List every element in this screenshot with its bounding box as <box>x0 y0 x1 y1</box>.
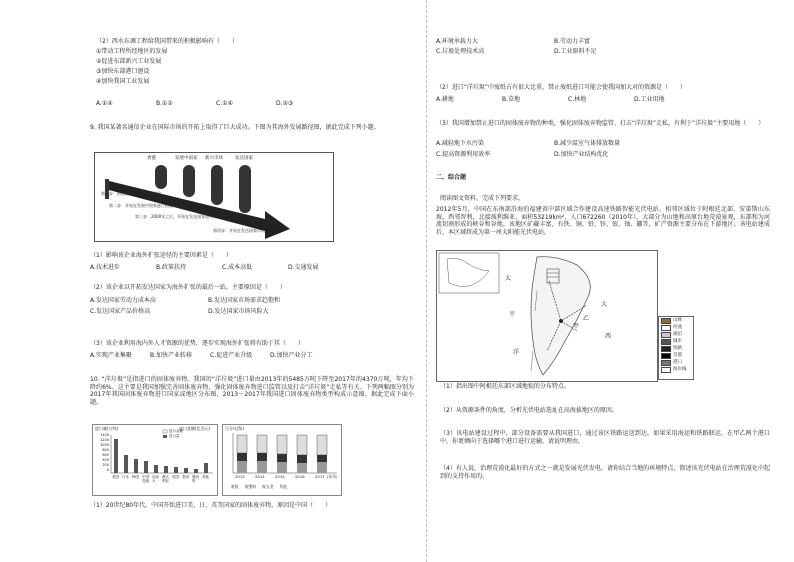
chart2-year: 2017 <box>315 474 325 479</box>
chart1-ytick: 1000 <box>100 443 109 447</box>
q10-1-stem: （1）20世纪80年代，中国开始进口美、日、英等国家的固体废弃物，原因是中国（ ） <box>90 502 332 509</box>
chart1-category: 日本 <box>122 475 129 479</box>
chart1-ytick: 800 <box>102 448 109 452</box>
chart2-year: 2016 <box>295 474 305 479</box>
q9-2-option-d[interactable]: D.发达国家市场风险大 <box>208 308 269 315</box>
q9-3-stem: （3）该企业利用海内外人才资源的优势，逐步实现海外扩张将有助于其（ ） <box>90 340 304 347</box>
q8-stem: （2）西水东调工程给我国带来的积极影响有（ ） <box>96 38 238 45</box>
q10-1-option-a[interactable]: A.环境承载力大 <box>436 38 478 45</box>
q9-3-option-b[interactable]: B.加快产业转移 <box>150 352 193 359</box>
q10-2-option-a[interactable]: A.耕地 <box>436 96 454 103</box>
chart2-year: 2015 <box>275 474 285 479</box>
chart1-legend-amount: 进口金额 <box>169 429 183 433</box>
q9-3-option-d[interactable]: D.加快产业分工 <box>270 352 313 359</box>
map-label-xi: 西 <box>605 333 612 340</box>
legend-row <box>659 324 693 331</box>
legend-row <box>659 352 693 359</box>
q9-2-stem: （2）该企业以开拓发达国家为海外扩张的最后一站，主要原因是（ ） <box>90 284 286 291</box>
legend-label: 山脉 <box>673 317 682 323</box>
map-svg <box>437 251 657 381</box>
chart1-legend-volume: 进口量 <box>169 434 180 438</box>
legend-row <box>659 345 693 352</box>
import-volume-svg <box>93 425 217 495</box>
chart1-ytick: 600 <box>102 453 109 457</box>
q9-1-option-b[interactable]: B.政策扶持 <box>156 264 187 271</box>
river-swatch <box>661 325 671 331</box>
legend-label: 河流 <box>673 324 682 330</box>
diagram-city-4: 发达国家 <box>235 156 253 161</box>
legend-label: 城市 <box>673 338 682 344</box>
q8-item-2: ②促进东部新兴工业发展 <box>96 58 162 65</box>
legend-label: 首都 <box>673 352 682 358</box>
legend-label: 港口 <box>673 359 682 365</box>
south-america-map <box>436 250 658 382</box>
chart1-category: 美国 <box>112 475 119 479</box>
chart2-years <box>235 475 338 480</box>
q8-option-a[interactable]: A.①④ <box>96 100 113 107</box>
chart1-category: 英国 <box>172 475 179 479</box>
chart1-category: 其他 <box>202 475 209 479</box>
q10-2-option-c[interactable]: C.林地 <box>568 96 587 103</box>
chart1-ytick: 400 <box>102 458 109 462</box>
waste-type-chart <box>222 424 342 496</box>
q9-2-option-c[interactable]: C.发达国家产品价格高 <box>90 308 151 315</box>
q10-3-stem: （3）我国增加禁止进口的固体废弃物的种类，强化固体废弃物监管、打击“洋垃圾”走私，有利于“洋垃圾”主要用地（ ） <box>436 120 765 127</box>
chart1-category: 墨西哥 <box>192 475 199 483</box>
chart1-ytick: 1400 <box>100 433 109 437</box>
q10-2-option-d[interactable]: D.工业用地 <box>634 96 665 103</box>
map-label-ping: 平 <box>509 311 516 318</box>
q10-2-options <box>436 96 700 104</box>
q11-3: （3）该电站建设过程中，部分设备需要从我国进口，通过该区铁路运送到达。如果采用海运和铁路联运，在甲乙两个港口中，你更倾向于选择哪个港口进行运输，请说明理由。 <box>440 430 770 445</box>
q10-3-options-row2 <box>436 151 674 159</box>
q8-item-1: ①带动工程所经地区的发展 <box>96 48 168 55</box>
diagram-step-4: 第四步：开始在发达国家市场全面发力 <box>213 228 281 233</box>
q11-1: （1）指出图中阿根廷东部区域地貌的分布特点。 <box>440 383 570 390</box>
diagram-city-3: 新兴市场 <box>205 156 223 161</box>
legend-row <box>659 366 693 373</box>
q9-2-option-a[interactable]: A.发达国家劳动力成本高 <box>90 297 156 304</box>
chart2-legend-item: 其他 <box>279 484 287 489</box>
q10-3-option-d[interactable]: D.加快产业结构优化 <box>554 151 609 158</box>
mountain-swatch <box>661 318 671 324</box>
coastline-swatch <box>661 367 671 373</box>
chart1-category: 中国香港 <box>142 475 149 483</box>
chart1-category: 韩国 <box>132 475 139 479</box>
q9-1-option-c[interactable]: C.成本高低 <box>222 264 253 271</box>
legend-row <box>659 338 693 345</box>
chart1-yticks <box>95 433 109 473</box>
port-swatch <box>661 360 671 366</box>
chart2-year: 2013 <box>235 474 245 479</box>
map-label-jia: 甲 <box>573 323 580 330</box>
q10-2-stem: （2）进口“洋垃圾”中废纸占有很大比重，禁止废纸进口可能会使我国加大对的资源是（ ） <box>436 84 687 91</box>
railway-swatch <box>661 346 671 352</box>
q8-option-c[interactable]: C.①④ <box>216 100 233 107</box>
diagram-step-1: 第一步：围绕前往港进行初步检验 <box>101 191 161 196</box>
legend-label: 湖泊 <box>673 331 682 337</box>
q10-1-options-row1 <box>436 38 674 46</box>
q11-intro: 阅读图文资料，完成下列要求。 <box>440 195 525 202</box>
q11-2: （2）从资源条件的角度，分析光伏电站选址在高海拔地区的原因。 <box>440 407 618 414</box>
chart1-title2: 进口金额(亿美元) <box>179 426 211 431</box>
q10-paragraph: 10. “洋垃圾”是指进口的固体废弃物。我国的“洋垃圾”进口量由2013年的5485万吨下降至2017年的4370万吨，年均下降约6%。这主要是我国加强完善固体废弃物、强化固体废弃物进口监管以及打击“洋垃圾”走私等有关。下列两幅图分别为2017年我国固体废弃物进口国家或地区分布图，2013～2017年我国进口固体废弃物类型构成示意图。据此完成下面小题。 <box>90 376 414 406</box>
q9-2-options-row1 <box>90 297 328 305</box>
chart2-legend <box>231 485 287 490</box>
q10-1-option-b[interactable]: B.劳动力丰富 <box>554 38 591 45</box>
q9-2-option-b[interactable]: B.发达国家市场需求趋饱和 <box>208 297 281 304</box>
q10-3-option-a[interactable]: A.减轻地下水污染 <box>436 140 484 147</box>
q9-2-options-row2 <box>90 308 328 316</box>
q11-paragraph: 2012年5月，中国在东南部沿海的福建省中部区域合作建设高速铁路智能光伏电站，相邻区域位于阿根廷北部，安第斯山东坡，西邻智利，北接玻利维亚。面积53219km²，人口672260（2010年），大部分为山地和高原台地荒漠景观，东部和为河流切割形成的峡谷和谷地。该地区矿藏丰富，有铁、铜、铅、锌、银、铀、硼等，矿产资源主要分布在下游地区。该电站建成后，本区域将成为第一座太阳能光伏电站。 <box>436 206 770 236</box>
legend-label: 海岸线 <box>673 366 687 372</box>
column-divider <box>426 0 427 562</box>
q10-1-option-c[interactable]: C.垃圾处理技术高 <box>436 48 485 55</box>
legend-label: 铁路 <box>673 345 682 351</box>
q9-1-options <box>90 264 354 272</box>
chart2-year-suffix: (年份) <box>327 474 338 479</box>
city-swatch <box>661 339 671 345</box>
q10-1-options-row2 <box>436 48 674 56</box>
q10-3-option-b[interactable]: B.减少温室气体排放数量 <box>554 140 621 147</box>
q9-3-option-a[interactable]: A.实现产业集聚 <box>90 352 132 359</box>
legend-row <box>659 359 693 366</box>
q8-option-d[interactable]: D.②③ <box>276 100 294 107</box>
q9-1-option-d[interactable]: D.交通发展 <box>288 264 319 271</box>
diagram-step-3: 第三步：2000年之后，开始在发达国家进行开拓 <box>135 214 222 219</box>
map-label-da: 大 <box>601 301 608 308</box>
q8-options <box>96 100 336 108</box>
q11-4: （4）有人说，治理荒漠化最好的方式之一就是发展光伏发电。请你结合当地的环境特点，简述该光伏电站在治理荒漠化中起到的支持作用的。 <box>440 465 770 480</box>
map-label-yi: 乙 <box>583 315 590 322</box>
chart2-legend-item: 废塑料 <box>244 484 256 489</box>
legend-row <box>659 331 693 338</box>
chart1-ytick: 1200 <box>100 438 109 442</box>
q10-1-option-d[interactable]: D.工业原料不足 <box>554 48 597 55</box>
capital-swatch <box>661 353 671 359</box>
q9-3-option-c[interactable]: C.促进产业升级 <box>210 352 253 359</box>
q9-stem: 9. 我国某著名通信企业在国际市场的开拓上取得了巨大成功。下图为其海外发展路径图，据此完成下列小题。 <box>90 124 380 131</box>
q8-option-b[interactable]: B.①② <box>156 100 173 107</box>
chart2-title: 百分比(%) <box>225 426 244 431</box>
q10-3-option-c[interactable]: C.提高资源利用效率 <box>436 151 491 158</box>
chart1-category: 加拿大 <box>152 475 159 483</box>
lake-swatch <box>661 332 671 338</box>
chart1-ytick: 200 <box>102 463 109 467</box>
chart2-year: 2014 <box>255 474 265 479</box>
chart1-category: 泰国 <box>182 475 189 479</box>
chart1-ytick: 0 <box>106 468 109 472</box>
map-label-tai: 太 <box>505 275 512 282</box>
chart1-categories <box>112 475 212 483</box>
q10-2-option-b[interactable]: B.草地 <box>502 96 521 103</box>
q8-item-4: ④加快我国工业发展 <box>96 78 150 85</box>
q10-3-options-row1 <box>436 140 674 148</box>
diagram-city-2: 发展中国家 <box>175 156 198 161</box>
diagram-city-1: 香港 <box>147 156 156 161</box>
chart1-category: 澳大利亚 <box>162 475 169 483</box>
legend-row <box>659 317 693 324</box>
q9-1-option-a[interactable]: A.技术进步 <box>90 264 120 271</box>
chart2-legend-item: 废五金 <box>261 484 274 489</box>
map-legend <box>658 316 694 380</box>
diagram-step-2: 第二步：开始在发展中国家进行拓展 <box>109 203 173 208</box>
q9-1-stem: （1）影响该企业海外扩张途径的主要因素是（ ） <box>90 252 232 259</box>
section-title: 二、综合题 <box>436 174 467 181</box>
q8-item-3: ③加快东部港口建设 <box>96 68 150 75</box>
import-volume-chart <box>92 424 218 496</box>
expansion-path-diagram <box>94 152 334 242</box>
chart1-title: 进口量(万吨) <box>95 426 119 431</box>
chart2-legend-item: 废纸 <box>231 484 239 489</box>
map-label-yang: 洋 <box>513 349 520 356</box>
q9-3-options <box>90 352 330 360</box>
